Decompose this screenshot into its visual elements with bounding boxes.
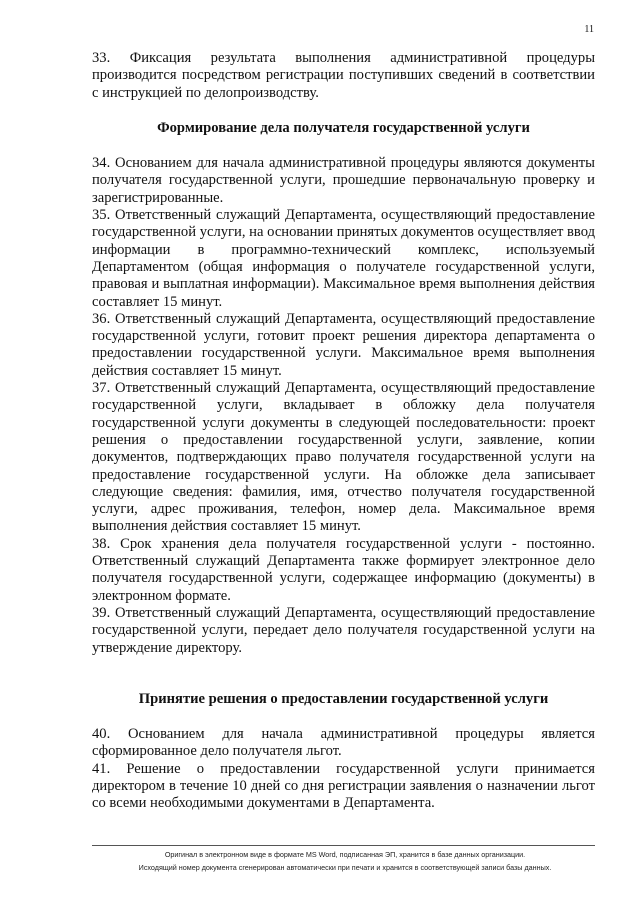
section-heading-case-formation: Формирование дела получателя государственной услуги xyxy=(157,119,530,136)
footer-divider xyxy=(92,845,595,846)
paragraph-34: 34. Основанием для начала административной процедуры являются документы получателя государственной услуги, прошедшие первоначальную проверку и зарегистрированные. xyxy=(92,155,595,206)
paragraph-36: 36. Ответственный служащий Департамента, осуществляющий предоставление государственной услуги, готовит проект решения директора департамента о предоставлении государственной услуги. Максимальное время выполнения действия составляет 15 минут. xyxy=(92,310,595,379)
paragraph-37: 37. Ответственный служащий Департамента, осуществляющий предоставление государственной услуги, вкладывает в обложку дела получателя государственной услуги документы в следующей последовательности: проект решения о предоставлении государственной услуги, заявление, копии документов, подтверждающих право получателя государственной услуги на предоставление государственной услуги. На обложке дела записывает следующие сведения: фамилия, имя, отчество получателя государственной услуги, адрес проживания, телефон, номер дела. Максимальное время выполнения действия составляет 15 минут. xyxy=(92,380,595,535)
paragraph-35: 35. Ответственный служащий Департамента, осуществляющий предоставление государственной услуги, на основании принятых документов осуществляет ввод информации в программно-технический комплекс, используемый Департаментом (общая информация о получателе государственной услуги, правовая и выплатная информации). Максимальное время выполнения действия составляет 15 минут. xyxy=(92,207,595,310)
document-body xyxy=(92,50,595,813)
paragraph-39: 39. Ответственный служащий Департамента, осуществляющий предоставление государственной услуги, передает дело получателя государственной услуги на утверждение директору. xyxy=(92,604,595,656)
page-number: 11 xyxy=(584,24,594,35)
footer-line-2: Исходящий номер документа сгенерирован автоматически при печати и хранится в соответствующей записи базы данных. xyxy=(138,863,552,872)
section-heading-decision: Принятие решения о предоставлении государственной услуги xyxy=(138,690,549,707)
paragraph-41: 41. Решение о предоставлении государственной услуги принимается директором в течение 10 дней со дня регистрации заявления о назначении льгот со всеми необходимыми документами в Департамента. xyxy=(92,760,595,812)
paragraph-33: 33. Фиксация результата выполнения административной процедуры производится посредством регистрации поступивших сведений в соответствии с инструкцией по делопроизводству. xyxy=(92,50,595,101)
footer-note xyxy=(60,848,630,874)
paragraph-38: 38. Срок хранения дела получателя государственной услуги - постоянно. Ответственный служащий Департамента также формирует электронное дело получателя государственной услуги, содержащее информацию (документы) в электронном формате. xyxy=(92,535,595,604)
paragraph-40: 40. Основанием для начала административной процедуры является сформированное дело получателя льгот. xyxy=(92,726,595,760)
footer-line-1: Оригинал в электронном виде в формате MS Word, подписанная ЭП, хранится в базе данных организации. xyxy=(164,850,526,859)
